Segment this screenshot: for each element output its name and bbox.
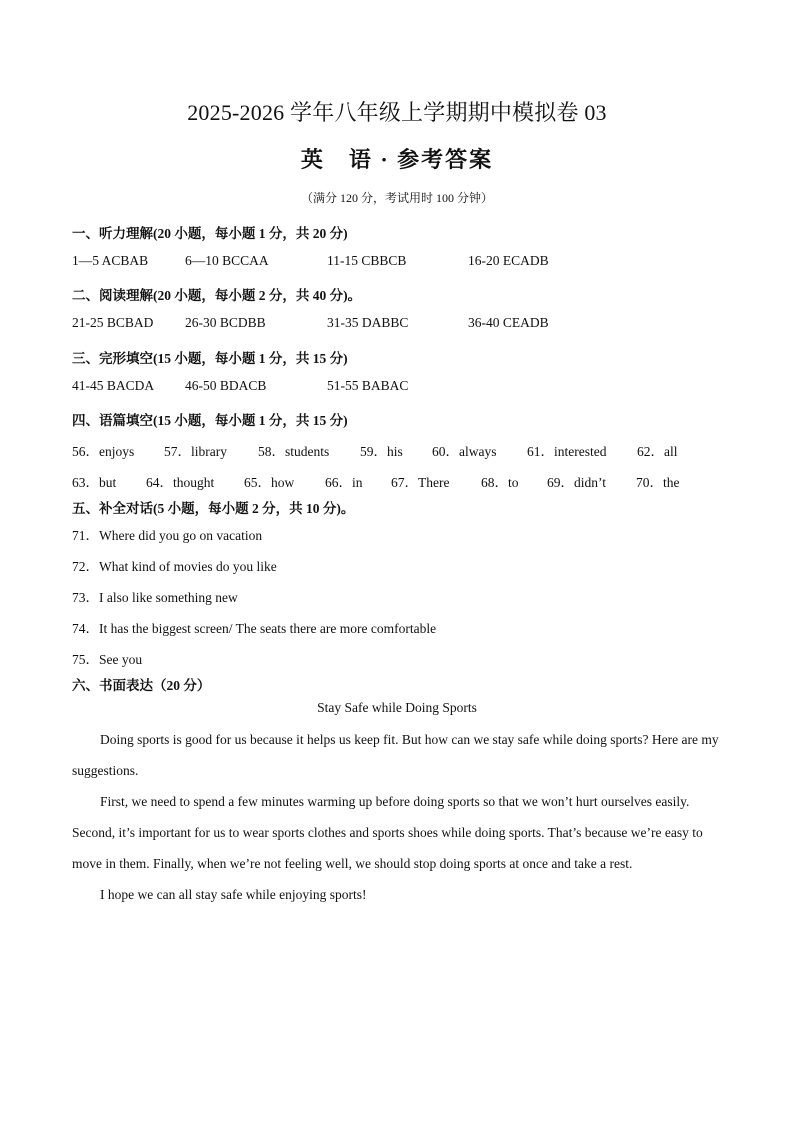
blank-answer: 70．the (636, 475, 680, 490)
section-heading-reading: 二、阅读理解(20 小题，每小题 2 分，共 40 分)。 (72, 288, 362, 303)
page-title: 2025-2026 学年八年级上学期期中模拟卷 03 (187, 100, 607, 125)
essay-paragraph: Doing sports is good for us because it helps us keep fit. But how can we stay safe while doing sports? Here are my suggestions. (72, 732, 719, 778)
blank-answer: 61．interested (527, 444, 607, 459)
answer-group: 36-40 CEADB (468, 315, 549, 330)
answer-group: 16-20 ECADB (468, 253, 549, 268)
dialogue-answer: 73．I also like something new (72, 590, 238, 605)
blank-answer: 58．students (258, 444, 330, 459)
answer-group: 46-50 BDACB (185, 378, 267, 393)
answer-group: 1—5 ACBAB (72, 253, 149, 268)
blank-answer: 65．how (244, 475, 295, 490)
section-heading-listening: 一、听力理解(20 小题，每小题 1 分，共 20 分) (72, 226, 348, 241)
blank-answer: 57．library (164, 444, 227, 459)
answer-group: 51-55 BABAC (327, 378, 409, 393)
answer-group: 26-30 BCDBB (185, 315, 266, 330)
blank-answer: 59．his (360, 444, 403, 459)
blank-answer: 68．to (481, 475, 519, 490)
exam-note: （满分 120 分，考试用时 100 分钟） (300, 191, 493, 205)
blank-answer: 60．always (432, 444, 497, 459)
section-heading-writing: 六、书面表达（20 分） (72, 678, 211, 693)
answer-group: 6—10 BCCAA (185, 253, 269, 268)
answer-group: 41-45 BACDA (72, 378, 155, 393)
answer-group: 11-15 CBBCB (327, 253, 407, 268)
blank-answer: 56．enjoys (72, 444, 135, 459)
section-heading-dialogue: 五、补全对话(5 小题，每小题 2 分，共 10 分)。 (72, 501, 355, 516)
essay-paragraph: First, we need to spend a few minutes warming up before doing sports so that we won’t hurt ourselves easily. Second, it’s important for us to wear sports clothes and sports shoes while doing sports. That’s because we’re easy to move in them. Finally, when we’re not feeling well, we should stop doing sports at once and take a rest. (72, 794, 703, 871)
blank-answer: 63．but (72, 475, 117, 490)
section-heading-passage-fill: 四、语篇填空(15 小题，每小题 1 分，共 15 分) (72, 413, 348, 428)
essay-paragraph: I hope we can all stay safe while enjoying sports! (100, 887, 367, 902)
blank-answer: 62．all (637, 444, 678, 459)
blank-answer: 64．thought (146, 475, 215, 490)
answer-group: 31-35 DABBC (327, 315, 409, 330)
answer-group: 21-25 BCBAD (72, 315, 154, 330)
dialogue-answer: 74．It has the biggest screen/ The seats there are more comfortable (72, 621, 437, 636)
essay-title: Stay Safe while Doing Sports (317, 700, 477, 715)
section-heading-cloze: 三、完形填空(15 小题，每小题 1 分，共 15 分) (72, 351, 348, 366)
blank-answer: 69．didn’t (547, 475, 607, 490)
blank-answer: 67．There (391, 475, 450, 490)
dialogue-answer: 75．See you (72, 652, 143, 667)
page-subtitle: 英 语 · 参考答案 (300, 147, 494, 172)
dialogue-answer: 71．Where did you go on vacation (72, 528, 263, 543)
blank-answer: 66．in (325, 475, 363, 490)
dialogue-answer: 72．What kind of movies do you like (72, 559, 277, 574)
